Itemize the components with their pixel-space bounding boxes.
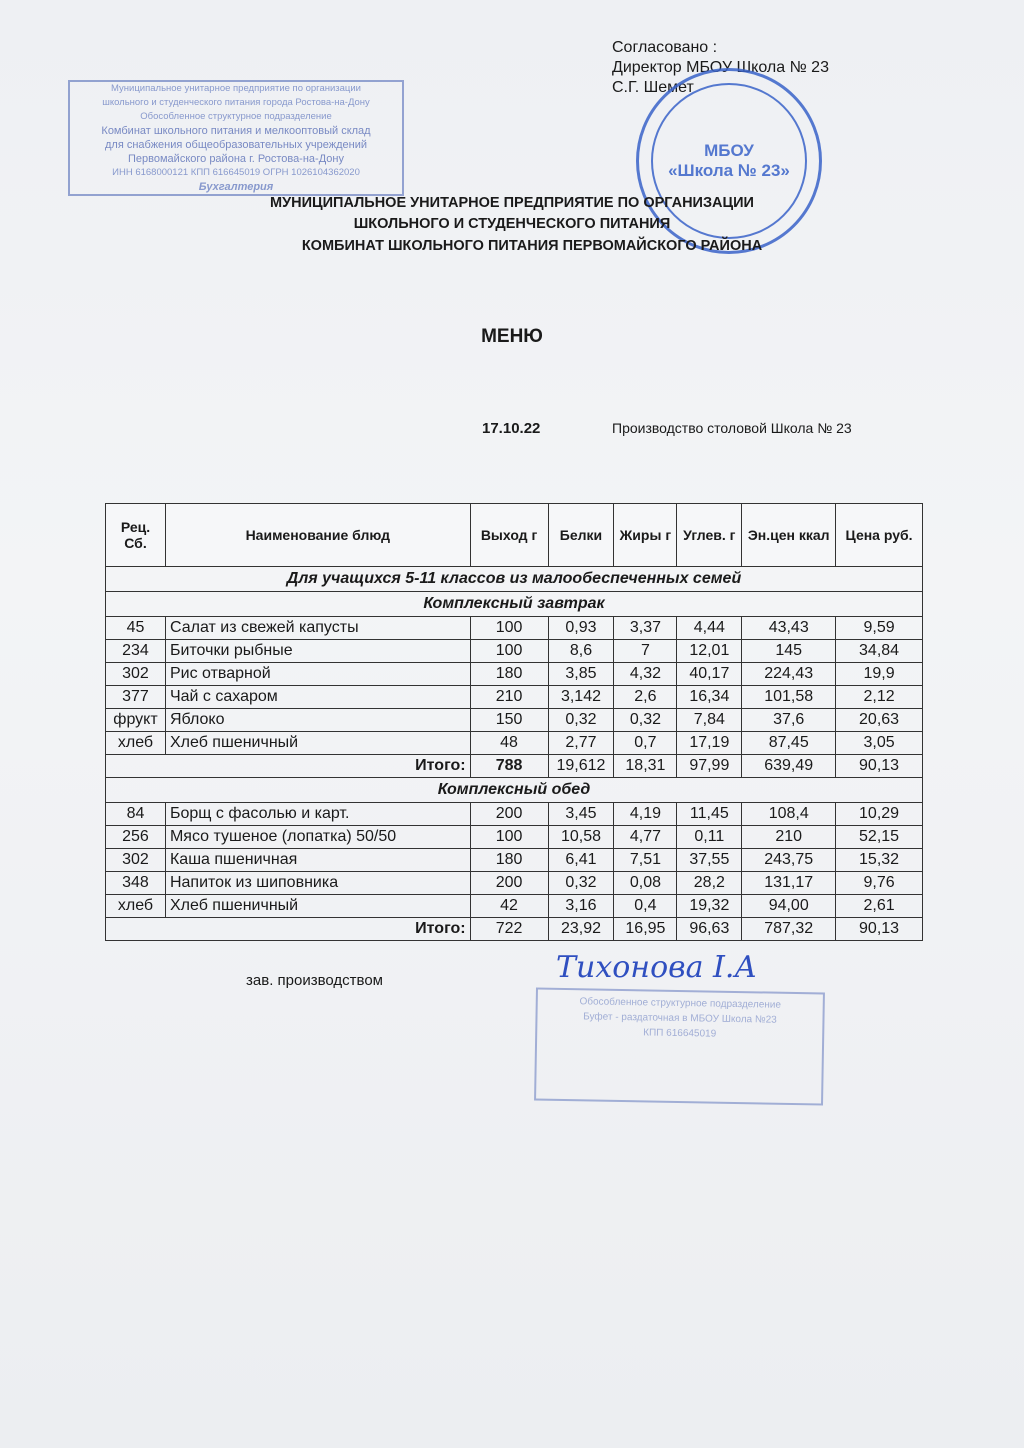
table-cell: Мясо тушеное (лопатка) 50/50 <box>165 826 470 849</box>
table-cell: 100 <box>470 617 548 640</box>
table-cell: 180 <box>470 849 548 872</box>
total-cell: 97,99 <box>677 755 742 778</box>
table-cell: 0,93 <box>548 617 614 640</box>
table-cell: Хлеб пшеничный <box>165 732 470 755</box>
table-cell: 150 <box>470 709 548 732</box>
table-cell: 4,19 <box>614 803 677 826</box>
total-cell: 23,92 <box>548 918 614 941</box>
table-cell: 34,84 <box>836 640 923 663</box>
table-cell: 2,6 <box>614 686 677 709</box>
stamp-line: Комбинат школьного питания и мелкооптовый склад <box>101 125 371 137</box>
table-cell: Биточки рыбные <box>165 640 470 663</box>
total-label: Итого: <box>106 755 471 778</box>
org-line-1: МУНИЦИПАЛЬНОЕ УНИТАРНОЕ ПРЕДПРИЯТИЕ ПО ОРГАНИЗАЦИИ <box>270 195 754 211</box>
table-cell: 8,6 <box>548 640 614 663</box>
section-title: Комплексный обед <box>106 778 923 803</box>
table-cell: 2,61 <box>836 895 923 918</box>
table-row <box>106 849 923 872</box>
table-row <box>106 617 923 640</box>
section-row <box>106 592 923 617</box>
menu-table <box>105 503 923 941</box>
total-cell: 787,32 <box>742 918 836 941</box>
total-label: Итого: <box>106 918 471 941</box>
table-cell: 210 <box>470 686 548 709</box>
column-header: Углев. г <box>677 504 742 567</box>
stamp-line: Обособленное структурное подразделение <box>579 996 782 1011</box>
table-cell: 43,43 <box>742 617 836 640</box>
section-row <box>106 778 923 803</box>
org-line-2: ШКОЛЬНОГО И СТУДЕНЧЕСКОГО ПИТАНИЯ <box>353 216 671 232</box>
table-cell: 234 <box>106 640 166 663</box>
page-title: МЕНЮ <box>481 326 543 347</box>
table-cell: 100 <box>470 640 548 663</box>
table-cell: Каша пшеничная <box>165 849 470 872</box>
table-cell: 256 <box>106 826 166 849</box>
column-header: Рец. Сб. <box>106 504 166 567</box>
stamp-line: Муниципальное унитарное предприятие по организации <box>111 83 361 94</box>
table-cell: 40,17 <box>677 663 742 686</box>
table-cell: 210 <box>742 826 836 849</box>
table-cell: 37,6 <box>742 709 836 732</box>
table-cell: хлеб <box>106 732 166 755</box>
total-cell: 19,612 <box>548 755 614 778</box>
table-cell: 42 <box>470 895 548 918</box>
table-cell: 0,32 <box>548 872 614 895</box>
table-cell: 0,32 <box>614 709 677 732</box>
table-row <box>106 663 923 686</box>
seal-line: «Школа № 23» <box>668 161 790 180</box>
table-cell: 108,4 <box>742 803 836 826</box>
table-cell: 3,85 <box>548 663 614 686</box>
org-line-3: КОМБИНАТ ШКОЛЬНОГО ПИТАНИЯ ПЕРВОМАЙСКОГО РАЙОНА <box>301 238 763 254</box>
table-cell: 7,84 <box>677 709 742 732</box>
stamp-line: ИНН 6168000121 КПП 616645019 ОГРН 1026104362020 <box>112 167 360 178</box>
section-title: Комплексный завтрак <box>106 592 923 617</box>
table-cell: 4,32 <box>614 663 677 686</box>
table-cell: 10,58 <box>548 826 614 849</box>
table-cell: 16,34 <box>677 686 742 709</box>
table-cell: 224,43 <box>742 663 836 686</box>
table-cell: Салат из свежей капусты <box>165 617 470 640</box>
table-cell: 7 <box>614 640 677 663</box>
table-cell: фрукт <box>106 709 166 732</box>
table-row <box>106 709 923 732</box>
table-cell: 243,75 <box>742 849 836 872</box>
table-cell: 200 <box>470 803 548 826</box>
stamp-line: Первомайского района г. Ростова-на-Дону <box>128 153 344 165</box>
table-cell: 48 <box>470 732 548 755</box>
group-row <box>106 567 923 592</box>
table-cell: 9,76 <box>836 872 923 895</box>
column-header: Цена руб. <box>836 504 923 567</box>
table-cell: 6,41 <box>548 849 614 872</box>
total-cell: 788 <box>470 755 548 778</box>
menu-date: 17.10.22 <box>482 420 541 437</box>
table-cell: 94,00 <box>742 895 836 918</box>
table-row <box>106 803 923 826</box>
column-header: Эн.цен ккал <box>742 504 836 567</box>
table-cell: 377 <box>106 686 166 709</box>
table-cell: 3,05 <box>836 732 923 755</box>
table-cell: 28,2 <box>677 872 742 895</box>
table-cell: 145 <box>742 640 836 663</box>
buffet-stamp <box>534 987 825 1105</box>
total-cell: 90,13 <box>836 755 923 778</box>
table-cell: 200 <box>470 872 548 895</box>
table-cell: 3,45 <box>548 803 614 826</box>
column-header: Наименование блюд <box>165 504 470 567</box>
column-header: Жиры г <box>614 504 677 567</box>
table-row <box>106 732 923 755</box>
table-cell: 3,142 <box>548 686 614 709</box>
column-header: Белки <box>548 504 614 567</box>
stamp-line: КПП 616645019 <box>643 1027 717 1040</box>
table-cell: 2,77 <box>548 732 614 755</box>
accounting-stamp <box>68 80 404 196</box>
column-header: Выход г <box>470 504 548 567</box>
handwritten-signature: Тихонова І.А <box>556 950 758 985</box>
seal-line: МБОУ <box>704 141 754 160</box>
total-cell: 639,49 <box>742 755 836 778</box>
table-row <box>106 826 923 849</box>
table-cell: 9,59 <box>836 617 923 640</box>
stamp-line: для снабжения общеобразовательных учреждений <box>104 139 367 151</box>
table-cell: 45 <box>106 617 166 640</box>
table-cell: Рис отварной <box>165 663 470 686</box>
table-cell: Напиток из шиповника <box>165 872 470 895</box>
table-cell: 52,15 <box>836 826 923 849</box>
stamp-line: школьного и студенческого питания города Ростова-на-Дону <box>102 97 370 108</box>
table-cell: 19,9 <box>836 663 923 686</box>
group-title: Для учащихся 5-11 классов из малообеспеченных семей <box>106 567 923 592</box>
total-cell: 90,13 <box>836 918 923 941</box>
table-cell: 348 <box>106 872 166 895</box>
table-cell: 101,58 <box>742 686 836 709</box>
table-cell: 3,16 <box>548 895 614 918</box>
table-cell: 302 <box>106 663 166 686</box>
table-cell: 17,19 <box>677 732 742 755</box>
table-cell: 4,77 <box>614 826 677 849</box>
table-cell: 3,37 <box>614 617 677 640</box>
table-cell: 12,01 <box>677 640 742 663</box>
table-cell: 2,12 <box>836 686 923 709</box>
table-row <box>106 640 923 663</box>
table-row <box>106 872 923 895</box>
total-cell: 18,31 <box>614 755 677 778</box>
table-cell: 15,32 <box>836 849 923 872</box>
table-cell: 0,11 <box>677 826 742 849</box>
stamp-line: Буфет - раздаточная в МБОУ Школа №23 <box>583 1011 777 1026</box>
approval-name: С.Г. Шемет <box>612 79 694 96</box>
table-cell: 0,7 <box>614 732 677 755</box>
table-cell: Чай с сахаром <box>165 686 470 709</box>
table-cell: Хлеб пшеничный <box>165 895 470 918</box>
table-cell: Борщ с фасолью и карт. <box>165 803 470 826</box>
table-cell: 0,4 <box>614 895 677 918</box>
table-cell: 37,55 <box>677 849 742 872</box>
table-cell: 4,44 <box>677 617 742 640</box>
total-cell: 16,95 <box>614 918 677 941</box>
table-cell: 19,32 <box>677 895 742 918</box>
table-cell: 131,17 <box>742 872 836 895</box>
approval-label: Согласовано : <box>612 39 718 56</box>
table-cell: 20,63 <box>836 709 923 732</box>
stamp-dept: Бухгалтерия <box>198 181 274 193</box>
table-cell: 180 <box>470 663 548 686</box>
stamp-line: Обособленное структурное подразделение <box>140 111 332 122</box>
total-row <box>106 755 923 778</box>
production-label: Производство столовой Школа № 23 <box>612 420 852 436</box>
production-manager-label: зав. производством <box>246 972 383 989</box>
table-row <box>106 686 923 709</box>
table-cell: 100 <box>470 826 548 849</box>
table-cell: 0,32 <box>548 709 614 732</box>
table-cell: 7,51 <box>614 849 677 872</box>
table-cell: 84 <box>106 803 166 826</box>
table-cell: хлеб <box>106 895 166 918</box>
table-cell: Яблоко <box>165 709 470 732</box>
table-cell: 0,08 <box>614 872 677 895</box>
table-cell: 302 <box>106 849 166 872</box>
table-row <box>106 895 923 918</box>
header-row <box>106 504 923 567</box>
table-cell: 10,29 <box>836 803 923 826</box>
total-row <box>106 918 923 941</box>
total-cell: 722 <box>470 918 548 941</box>
table-cell: 87,45 <box>742 732 836 755</box>
total-cell: 96,63 <box>677 918 742 941</box>
table-cell: 11,45 <box>677 803 742 826</box>
approval-director: Директор МБОУ Школа № 23 <box>612 59 829 76</box>
